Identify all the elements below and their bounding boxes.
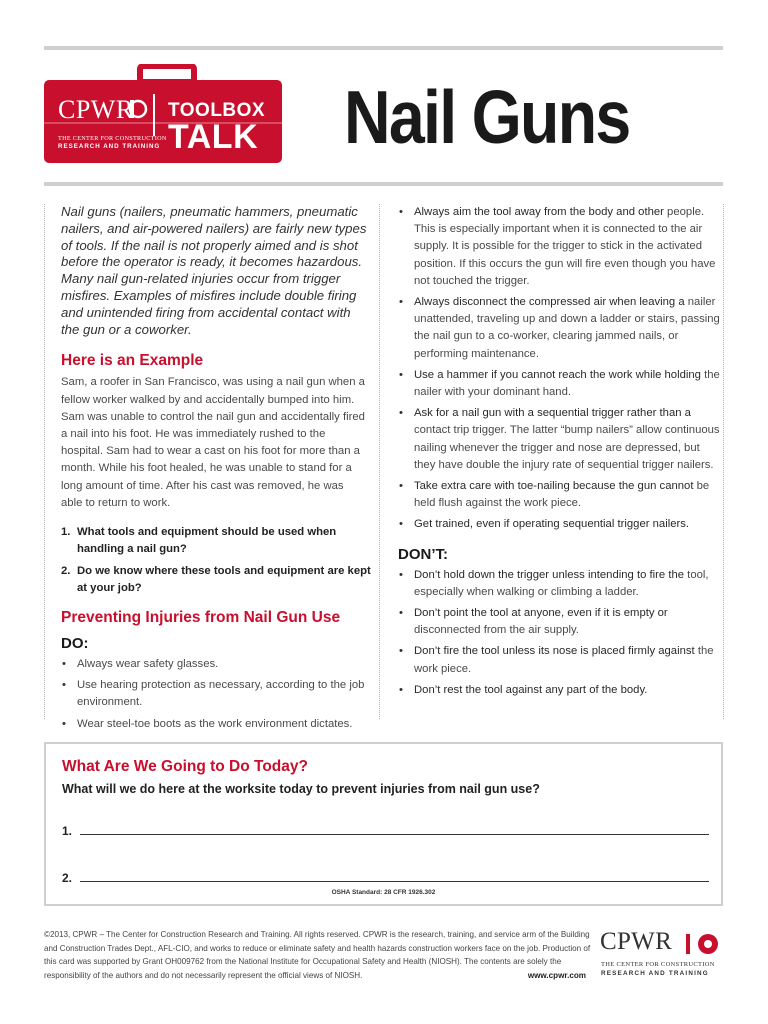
cpwr-toolbox-talk-logo: [44, 64, 282, 164]
footer-logo-subtitle-1: THE CENTER FOR CONSTRUCTION: [601, 961, 715, 968]
list-item-lead: Always disconnect the compressed air when leaving a: [414, 296, 685, 309]
footer-cpwr-logo: [600, 928, 724, 980]
list-item-lead: Always aim the tool away from the body and other: [414, 206, 664, 218]
logo-subtitle-line1: THE CENTER FOR CONSTRUCTION: [58, 135, 167, 142]
question-number: 1.: [61, 526, 71, 538]
list-item-lead: Don’t hold down the trigger unless intending to fire the: [414, 568, 685, 581]
list-item-lead: Don’t rest the tool against any part of the body.: [414, 683, 648, 696]
answer-line-1[interactable]: [80, 834, 709, 835]
discussion-questions: [44, 524, 372, 597]
logo-subtitle-line2: RESEARCH AND TRAINING: [58, 143, 161, 150]
logo-talk-label: TALK: [168, 118, 259, 156]
list-item: • Use hearing protection as necessary, according to the job environment.: [61, 677, 372, 711]
osha-standard: OSHA Standard: 28 CFR 1926.302: [331, 889, 436, 896]
list-item: • Always wear safety glasses.: [61, 656, 372, 673]
question-text: Do we know where these tools and equipment are kept at your job?: [77, 565, 371, 594]
list-item-lead: Use a hammer if you cannot reach the work while holding: [414, 368, 701, 381]
list-item-lead: Ask for a nail gun with a sequential trigger rather than a: [414, 407, 691, 420]
list-item-rest: people. This is especially important when it is connected to the air supply. It is possible for the trigger to stick in the activated position. If this occurs the gun will fire even though you have not touched the trigger.: [414, 206, 716, 287]
footer-text: ©2013, CPWR – The Center for Construction Research and Training. All rights reserved. CPWR is the research, training, and service arm of the Building and Construction Trades Dept., AFL-CIO, and works to reduce or eliminate safety and health hazards construction workers face on the job. Production of this card was supported by Grant OH009762 from the National Institute for Occupational Safety and Health (NIOSH). The contents are solely the responsibility of the authors and do not necessarily represent the official views of NIOSH.: [44, 930, 591, 980]
cpwr-mark-icon: [684, 931, 722, 957]
list-item: [398, 367, 724, 401]
footer-logo-subtitle-2: RESEARCH AND TRAINING: [601, 970, 709, 977]
list-item: [398, 516, 724, 533]
list-item: [398, 567, 724, 601]
today-heading: What Are We Going to Do Today?: [62, 758, 308, 775]
list-item-rest: tool, especially when walking or climbing a ladder.: [414, 568, 709, 598]
example-heading: Here is an Example: [61, 352, 204, 370]
question-number: 2.: [61, 565, 71, 577]
list-item: [398, 478, 724, 512]
dont-heading: DON’T:: [398, 545, 448, 563]
top-rule: [44, 46, 723, 50]
right-column: [398, 204, 724, 703]
list-item: [398, 605, 724, 639]
answer-line-2[interactable]: [80, 881, 709, 882]
header-rule: [44, 182, 723, 186]
question-text: What tools and equipment should be used when handling a nail gun?: [77, 526, 337, 555]
list-item-rest: nailer unattended, traveling up and down a ladder or stairs, passing the nail gun to a co-worker, clearing jammed nails, or performing maintenance.: [414, 296, 720, 360]
example-paragraph: Sam, a roofer in San Francisco, was using a nail gun when a fellow worker walked by and accidentally bumped into him. Sam was unable to control the nail gun and accidentally fired a nail into his foot. He was immediately rushed to the hospital. Sam had to wear a cast on his foot for more than a month. While his foot healed, he was unable to stand for a long amount of time. After his cast was removed, he was able to return to work.: [61, 376, 365, 509]
list-item: [398, 294, 724, 363]
left-column: [44, 204, 372, 737]
logo-toolbox-label: TOOLBOX: [168, 100, 266, 121]
list-item-rest: contact trip trigger. The latter “bump nailers” allow continuous nailing whenever the trigger and nose are depressed, but they have double the injury rate of sequential trigger nailers.: [414, 424, 720, 471]
answer-line-number: 2.: [62, 871, 73, 885]
list-item: • Wear steel-toe boots as the work environment dictates.: [61, 716, 372, 733]
preventing-heading: Preventing Injuries from Nail Gun Use: [61, 609, 341, 626]
list-item: [398, 643, 724, 677]
list-item-lead: Get trained, even if operating sequential trigger nailers.: [414, 518, 690, 531]
page-title: Nail Guns: [344, 75, 630, 159]
intro-paragraph: Nail guns (nailers, pneumatic hammers, pneumatic nailers, and air-powered nailers) are fairly new types of tools. If the nail is not properly aimed and is shot before the operator is ready, it becomes hazardous. Many nail gun-related injuries occur from trigger misfires. Examples of misfires include double firing and unintended firing from accidental contact with the gun or a coworker.: [61, 204, 367, 337]
footer-copyright: [44, 928, 594, 982]
logo-cpwr-wordmark: CPWR: [58, 95, 134, 124]
do-heading: DO:: [61, 635, 89, 652]
do-list-left: [44, 656, 372, 733]
list-item-lead: Don’t fire the tool unless its nose is placed firmly against: [414, 645, 695, 658]
today-question: What will we do here at the worksite today to prevent injuries from nail gun use?: [62, 782, 540, 796]
list-item: [398, 405, 724, 474]
list-item-rest: the nailer with your dominant hand.: [414, 368, 720, 399]
list-item-lead: Don’t point the tool at anyone, even if it is empty or: [414, 607, 668, 620]
list-item-rest: the work piece.: [414, 645, 714, 675]
question-item: [61, 563, 372, 597]
list-item-rest: disconnected from the air supply.: [414, 624, 579, 637]
question-item: [61, 524, 372, 558]
list-item: [398, 682, 724, 699]
list-item: [398, 204, 724, 290]
dont-list: [398, 567, 724, 699]
footer-url-link[interactable]: www.cpwr.com: [527, 970, 586, 980]
do-list-right: [398, 204, 724, 534]
list-item-rest: be held flush against the work piece.: [414, 480, 710, 510]
list-item-lead: Take extra care with toe-nailing because the gun cannot: [414, 480, 694, 493]
answer-line-number: 1.: [62, 824, 73, 838]
action-plan-box: [44, 742, 723, 906]
footer-logo-wordmark: CPWR: [600, 928, 673, 955]
